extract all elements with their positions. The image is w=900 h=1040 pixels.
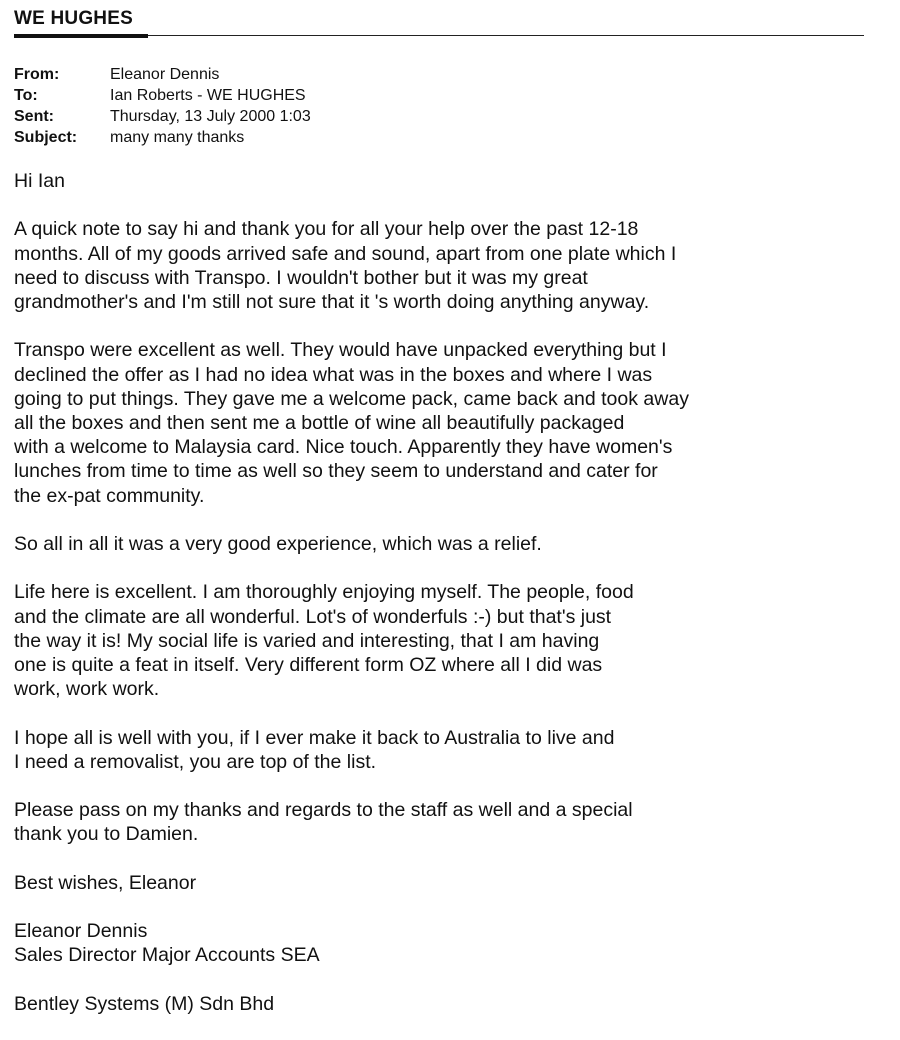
sent-row (14, 106, 311, 127)
body-line: work, work work. (14, 678, 160, 701)
signature-title: Sales Director Major Accounts SEA (14, 944, 320, 967)
to-row (14, 85, 311, 106)
paragraph-transpo (14, 338, 834, 507)
subject-label: Subject: (14, 129, 78, 146)
to-value: Ian Roberts - WE HUGHES (110, 87, 306, 104)
body-line: lunches from time to time as well so they seem to understand and cater for (14, 460, 658, 483)
body-line: the way it is! My social life is varied and interesting, that I am having (14, 629, 600, 652)
body-line: So all in all it was a very good experience, which was a relief. (14, 533, 542, 555)
body-line: all the boxes and then sent me a bottle of wine all beautifully packaged (14, 412, 625, 434)
body-line: and the climate are all wonderful. Lot's of wonderfuls :-) but that's just (14, 605, 612, 628)
paragraph-thanks (14, 217, 834, 314)
email-body (14, 169, 834, 1040)
signature-name: Eleanor Dennis (14, 920, 148, 943)
body-line: Life here is excellent. I am thoroughly enjoying myself. The people, food (14, 581, 634, 604)
sent-value: Thursday, 13 July 2000 1:03 (110, 108, 311, 125)
body-line: I need a removalist, you are top of the list. (14, 750, 377, 773)
body-line: with a welcome to Malaysia card. Nice touch. Apparently they have women's (14, 436, 673, 459)
paragraph-life (14, 580, 834, 701)
subject-value: many many thanks (110, 129, 245, 146)
greeting: Hi Ian (14, 170, 65, 192)
document-header-title: WE HUGHES (14, 8, 133, 29)
body-line: one is quite a feat in itself. Very different form OZ where all I did was (14, 654, 603, 676)
body-line: thank you to Damien. (14, 823, 199, 846)
body-line: Transpo were excellent as well. They would have unpacked everything but I (14, 339, 667, 362)
body-line: I hope all is well with you, if I ever make it back to Australia to live and (14, 726, 615, 749)
from-label: From: (14, 66, 60, 83)
body-line: declined the offer as I had no idea what was in the boxes and where I was (14, 363, 653, 386)
signature-block (14, 919, 834, 967)
sent-label: Sent: (14, 108, 54, 125)
body-line: going to put things. They gave me a welcome pack, came back and took away (14, 387, 689, 410)
paragraph-experience (14, 532, 834, 556)
paragraph-hope (14, 726, 834, 774)
email-metadata (14, 64, 311, 148)
closing: Best wishes, Eleanor (14, 871, 197, 894)
from-value: Eleanor Dennis (110, 66, 220, 83)
body-line: the ex-pat community. (14, 484, 205, 507)
body-line: months. All of my goods arrived safe and sound, apart from one plate which I (14, 242, 677, 265)
signature-company: Bentley Systems (M) Sdn Bhd (14, 992, 275, 1015)
body-line: Please pass on my thanks and regards to the staff as well and a special (14, 799, 633, 822)
body-line: need to discuss with Transpo. I wouldn't bother but it was my great (14, 266, 588, 289)
body-line: A quick note to say hi and thank you for all your help over the past 12-18 (14, 218, 639, 241)
subject-row (14, 127, 311, 148)
paragraph-regards (14, 798, 834, 846)
from-row (14, 64, 311, 85)
body-line: grandmother's and I'm still not sure that it 's worth doing anything anyway. (14, 291, 650, 313)
to-label: To: (14, 87, 38, 104)
header-underline-accent (14, 34, 148, 38)
